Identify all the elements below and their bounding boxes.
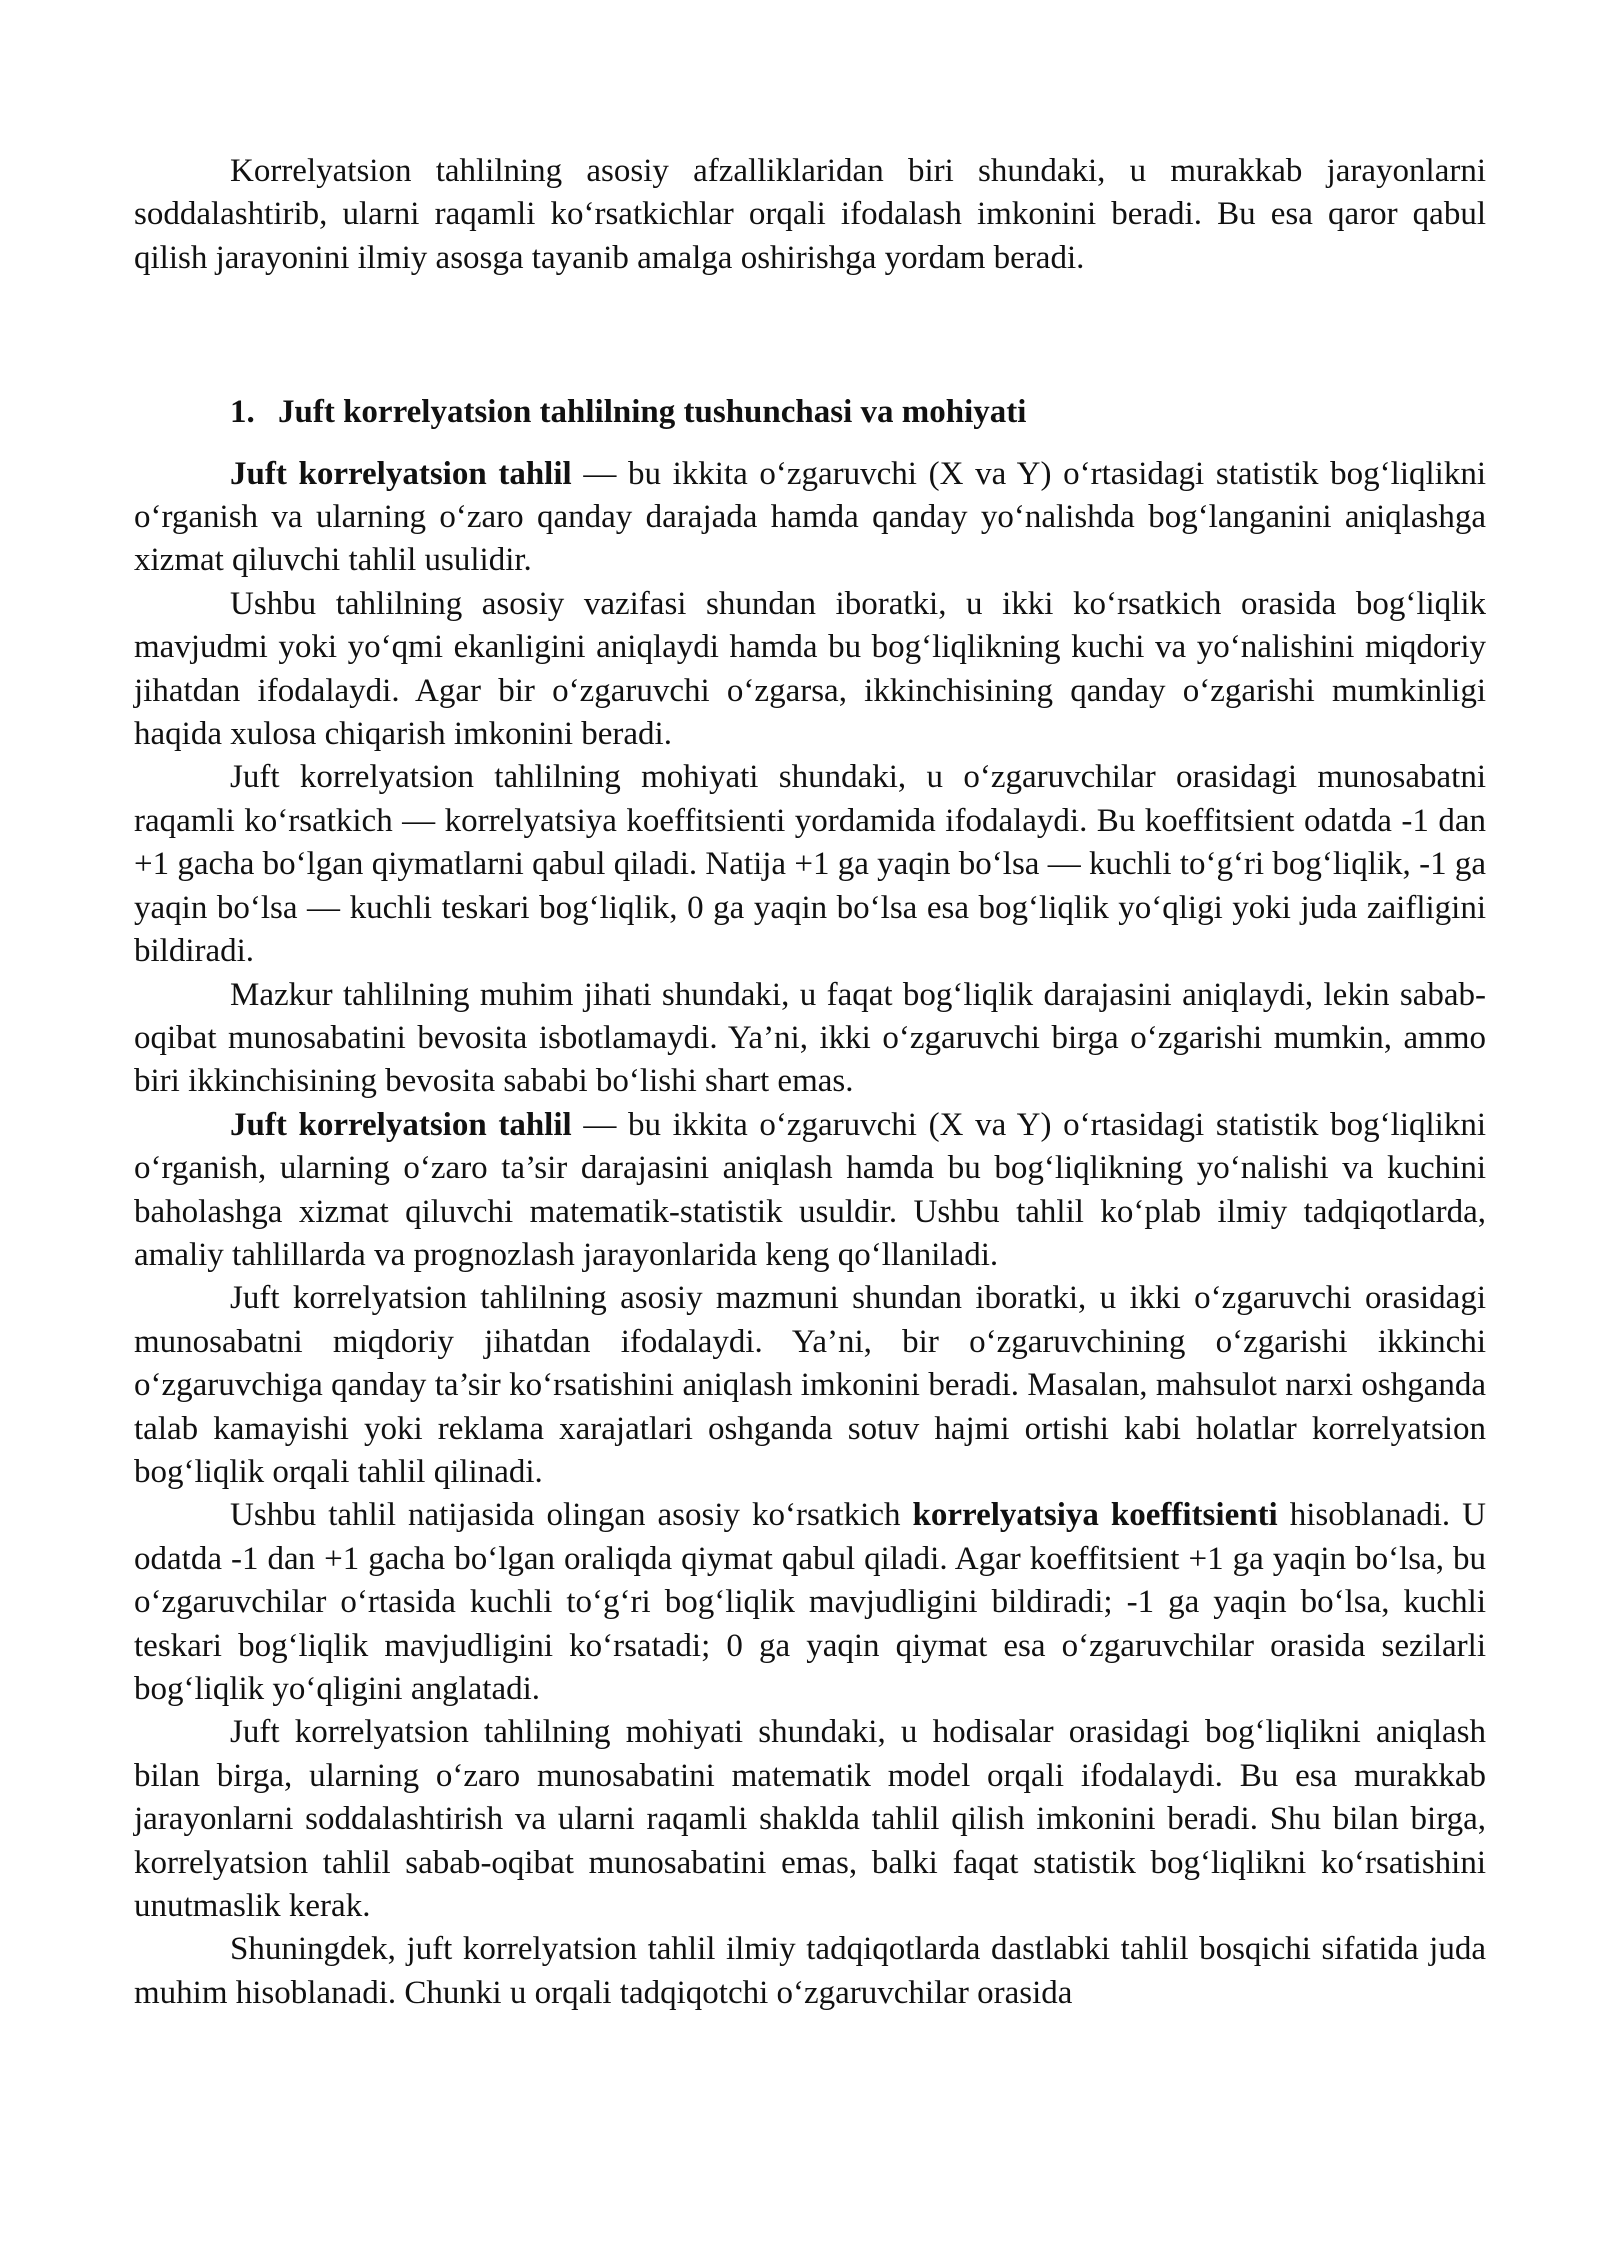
section-title: Juft korrelyatsion tahlilning tushunchasi va mohiyati — [278, 394, 1027, 431]
paragraph-6: Juft korrelyatsion tahlilning asosiy mazmuni shundan iboratki, u ikki o‘zgaruvchi orasidagi munosabatni miqdoriy jihatdan ifodalaydi. Ya’ni, bir o‘zgaruvchining o‘zgarishi ikkinchi o‘zgaruvchiga qanday ta’sir ko‘rsatishini aniqlash imkonini beradi. Masalan, mahsulot narxi oshganda talab kamayishi yoki reklama xarajatlari oshganda sotuv hajmi ortishi kabi holatlar korrelyatsion bog‘liqlik orqali tahlil qilinadi. — [134, 1280, 1486, 1490]
bold-term: Juft korrelyatsion tahlil — [230, 1106, 572, 1143]
paragraph-text: Ushbu tahlil natijasida olingan asosiy ko‘rsatkich — [230, 1497, 913, 1534]
paragraph-1 — [134, 453, 1486, 583]
paragraph-text: — bu ikkita o‘zgaruvchi (X va Y) o‘rtasidagi statistik bog‘liqlikni o‘rganish va ularning o‘zaro qanday darajada hamda qanday yo‘nalishda bog‘langanini aniqlashga xizmat qiluvchi tahlil usulidir. — [134, 455, 1486, 579]
paragraph-2: Ushbu tahlilning asosiy vazifasi shundan iboratki, u ikki ko‘rsatkich orasida bog‘liqlik mavjudmi yoki yo‘qmi ekanligini aniqlaydi hamda bu bog‘liqlikning kuchi va yo‘nalishini miqdoriy jihatdan ifodalaydi. Agar bir o‘zgaruvchi o‘zgarsa, ikkinchisining qanday o‘zgarishi mumkinligi haqida xulosa chiqarish imkonini beradi. — [134, 585, 1486, 753]
paragraph-text: — bu ikkita o‘zgaruvchi (X va Y) o‘rtasidagi statistik bog‘liqlikni o‘rganish, ularning o‘zaro ta’sir darajasini aniqlash hamda bu bog‘liqlikning yo‘nalishi va kuchini baholashga xizmat qiluvchi matematik-statistik usuldir. Ushbu tahlil ko‘plab ilmiy tadqiqotlarda, amaliy tahlillarda va prognozlash jarayonlarida keng qo‘llaniladi. — [134, 1106, 1486, 1273]
paragraph-9: Shuningdek, juft korrelyatsion tahlil ilmiy tadqiqotlarda dastlabki tahlil bosqichi sifatida juda muhim hisoblanadi. Chunki u orqali tadqiqotchi o‘zgaruvchilar orasida — [134, 1931, 1486, 2011]
paragraph-5 — [134, 1104, 1486, 1278]
section-number: 1. — [230, 394, 255, 431]
paragraph-4: Mazkur tahlilning muhim jihati shundaki, u faqat bog‘liqlik darajasini aniqlaydi, lekin sabab-oqibat munosabatini bevosita isbotlamaydi. Ya’ni, ikki o‘zgaruvchi birga o‘zgarishi mumkin, ammo biri ikkinchisining bevosita sababi bo‘lishi shart emas. — [134, 976, 1486, 1100]
paragraph-3: Juft korrelyatsion tahlilning mohiyati shundaki, u o‘zgaruvchilar orasidagi munosabatni raqamli ko‘rsatkich — korrelyatsiya koeffitsienti yordamida ifodalaydi. Bu koeffitsient odatda -1 dan +1 gacha bo‘lgan qiymatlarni qabul qiladi. Natija +1 ga yaqin bo‘lsa — kuchli to‘g‘ri bog‘liqlik, -1 ga yaqin bo‘lsa — kuchli teskari bog‘liqlik, 0 ga yaqin bo‘lsa esa bog‘liqlik yo‘qligi yoki juda zaifligini bildiradi. — [134, 759, 1486, 970]
intro-paragraph: Korrelyatsion tahlilning asosiy afzalliklaridan biri shundaki, u murakkab jarayonlarni soddalashtirib, ularni raqamli ko‘rsatkichlar orqali ifodalash imkonini beradi. Bu esa qaror qabul qilish jarayonini ilmiy asosga tayanib amalga oshirishga yordam beradi. — [134, 153, 1486, 276]
section-heading — [134, 391, 1486, 434]
paragraph-7 — [134, 1494, 1486, 1711]
bold-term: Juft korrelyatsion tahlil — [230, 455, 572, 492]
paragraph-8: Juft korrelyatsion tahlilning mohiyati shundaki, u hodisalar orasidagi bog‘liqlikni aniqlash bilan birga, ularning o‘zaro munosabatini matematik model orqali ifodalaydi. Bu esa murakkab jarayonlarni soddalashtirish va ularni raqamli shaklda tahlil qilish imkonini beradi. Shu bilan birga, korrelyatsion tahlil sabab-oqibat munosabatini emas, balki faqat statistik bog‘liqlikni ko‘rsatishini unutmaslik kerak. — [134, 1714, 1486, 1925]
document-page — [134, 150, 1486, 2015]
paragraph-text: hisoblanadi. U odatda -1 dan +1 gacha bo‘lgan oraliqda qiymat qabul qiladi. Agar koeffitsient +1 ga yaqin bo‘lsa, bu o‘zgaruvchilar o‘rtasida kuchli to‘g‘ri bog‘liqlik mavjudligini bildiradi; -1 ga yaqin bo‘lsa, kuchli teskari bog‘liqlik mavjudligini ko‘rsatadi; 0 ga yaqin qiymat esa o‘zgaruvchilar orasida sezilarli bog‘liqlik yo‘qligini anglatadi. — [134, 1497, 1487, 1707]
bold-term: korrelyatsiya koeffitsienti — [912, 1497, 1278, 1534]
